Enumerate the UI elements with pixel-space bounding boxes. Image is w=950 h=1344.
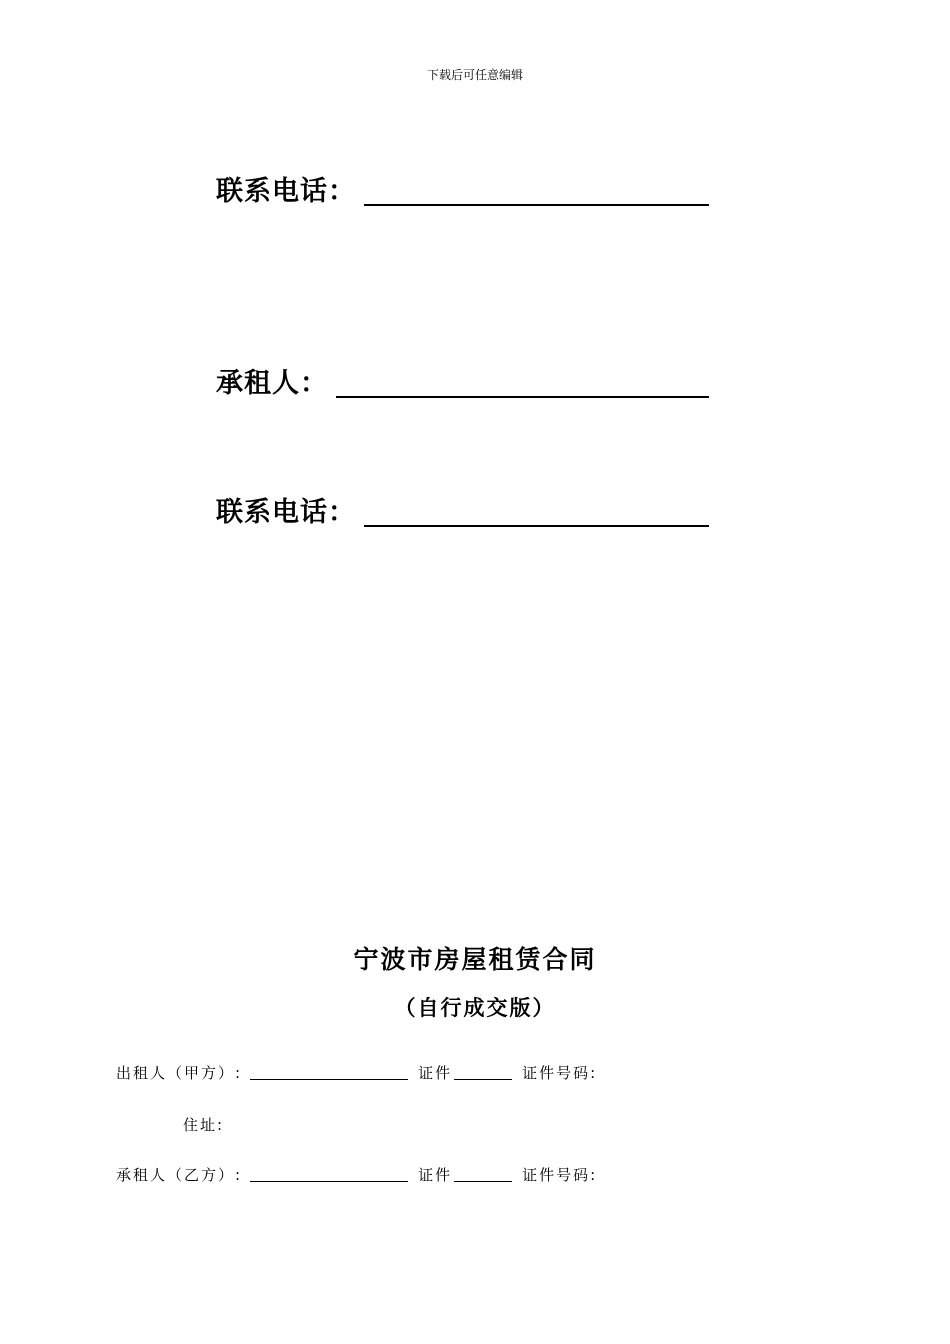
phone-label: 联系电话： bbox=[216, 497, 356, 528]
phone-blank-line[interactable] bbox=[364, 525, 709, 527]
signature-phone-row-2 bbox=[216, 489, 709, 529]
signature-phone-row-1 bbox=[216, 168, 709, 208]
lessee-label: 承租人： bbox=[216, 368, 328, 399]
signature-lessee-row bbox=[216, 360, 709, 400]
lessor-id-label: 证件 bbox=[418, 1064, 453, 1082]
contract-subtitle: （自行成交版） bbox=[394, 996, 556, 1020]
lessor-name-blank[interactable] bbox=[250, 1079, 408, 1080]
phone-blank-line[interactable] bbox=[364, 204, 709, 206]
lessor-row bbox=[116, 1061, 597, 1083]
lessee-id-number-label: 证件号码: bbox=[522, 1166, 598, 1184]
lessee-id-label: 证件 bbox=[418, 1166, 453, 1184]
lessee-name-blank[interactable] bbox=[250, 1181, 408, 1182]
lessee-blank-line[interactable] bbox=[336, 396, 709, 398]
address-row bbox=[183, 1114, 224, 1135]
phone-label: 联系电话： bbox=[216, 176, 356, 207]
lessee-row bbox=[116, 1163, 597, 1185]
header-note: 下载后可任意编辑 bbox=[426, 68, 523, 82]
lessor-id-type-blank[interactable] bbox=[454, 1079, 512, 1080]
contract-title: 宁波市房屋租赁合同 bbox=[353, 945, 597, 974]
lessee-party-label: 承租人（乙方）: bbox=[116, 1166, 243, 1184]
lessor-id-number-label: 证件号码: bbox=[522, 1064, 598, 1082]
address-label: 住址: bbox=[183, 1116, 225, 1134]
lessee-id-type-blank[interactable] bbox=[454, 1181, 512, 1182]
lessor-label: 出租人（甲方）: bbox=[116, 1064, 243, 1082]
